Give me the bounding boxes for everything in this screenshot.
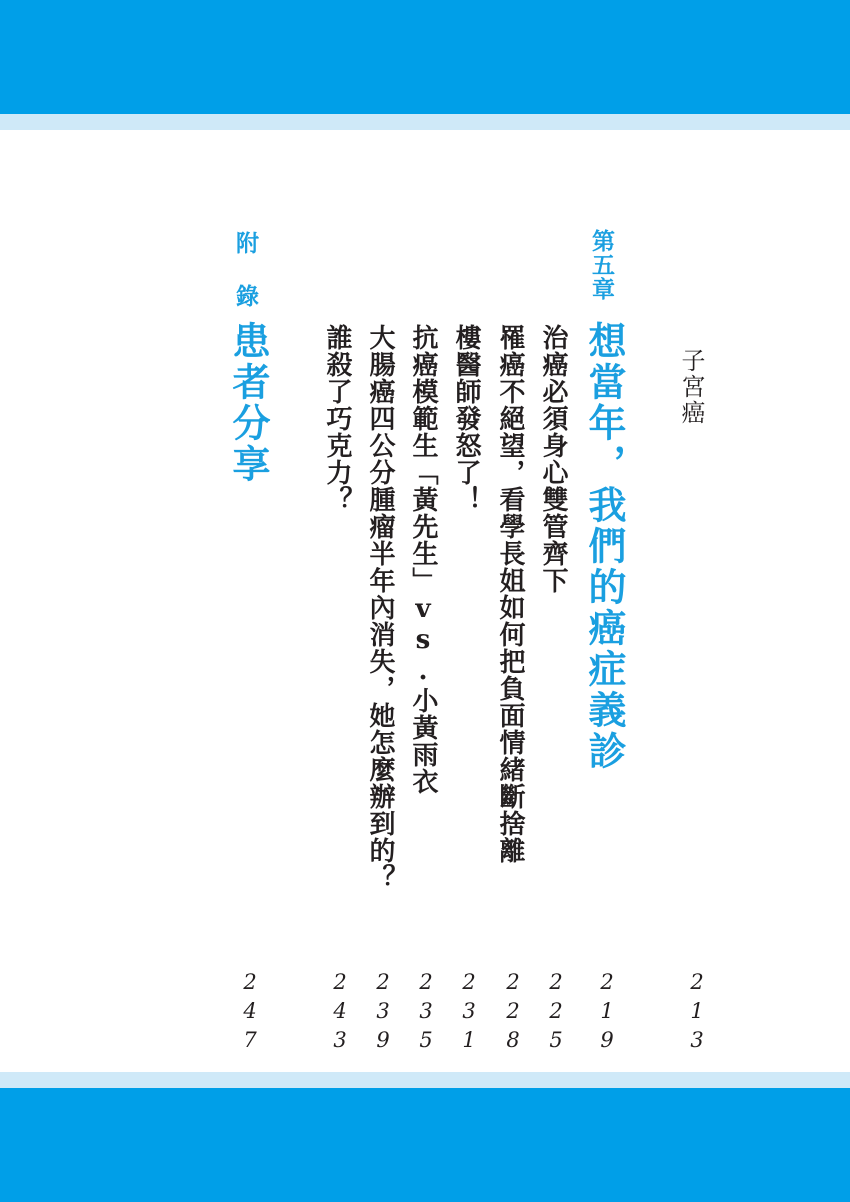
top-color-band — [0, 0, 850, 114]
chapter-title: 想當年，我們的癌症義診 — [582, 321, 627, 772]
bottom-color-band — [0, 1088, 850, 1202]
appendix-label: 附錄 — [232, 231, 259, 337]
page-number: 243 — [328, 970, 352, 1057]
appendix-title: 患者分享 — [226, 321, 271, 485]
toc-entry: 誰殺了巧克力？ — [322, 324, 352, 513]
page-number: 231 — [457, 970, 481, 1057]
toc-entry: 大腸癌四公分腫瘤半年內消失，她怎麼辦到的？ — [365, 324, 395, 891]
section-tail-title: 子宮癌 — [677, 348, 705, 426]
page-number: 239 — [371, 970, 395, 1057]
toc-entry: 抗癌模範生「黃先生」vs.小黃雨衣 — [408, 324, 438, 795]
page-number: 235 — [414, 970, 438, 1057]
page-number: 219 — [595, 970, 619, 1057]
page-number: 213 — [685, 970, 709, 1057]
toc-entry: 治癌必須身心雙管齊下 — [538, 324, 568, 594]
bottom-light-stripe — [0, 1072, 850, 1088]
page-number: 228 — [501, 970, 525, 1057]
page-number: 225 — [544, 970, 568, 1057]
toc-entry: 罹癌不絕望，看學長姐如何把負面情緒斷捨離 — [495, 324, 525, 864]
toc-entry: 樓醫師發怒了！ — [451, 324, 481, 513]
page-number: 247 — [238, 970, 262, 1057]
chapter-label: 第五章 — [588, 229, 615, 301]
top-light-stripe — [0, 114, 850, 130]
